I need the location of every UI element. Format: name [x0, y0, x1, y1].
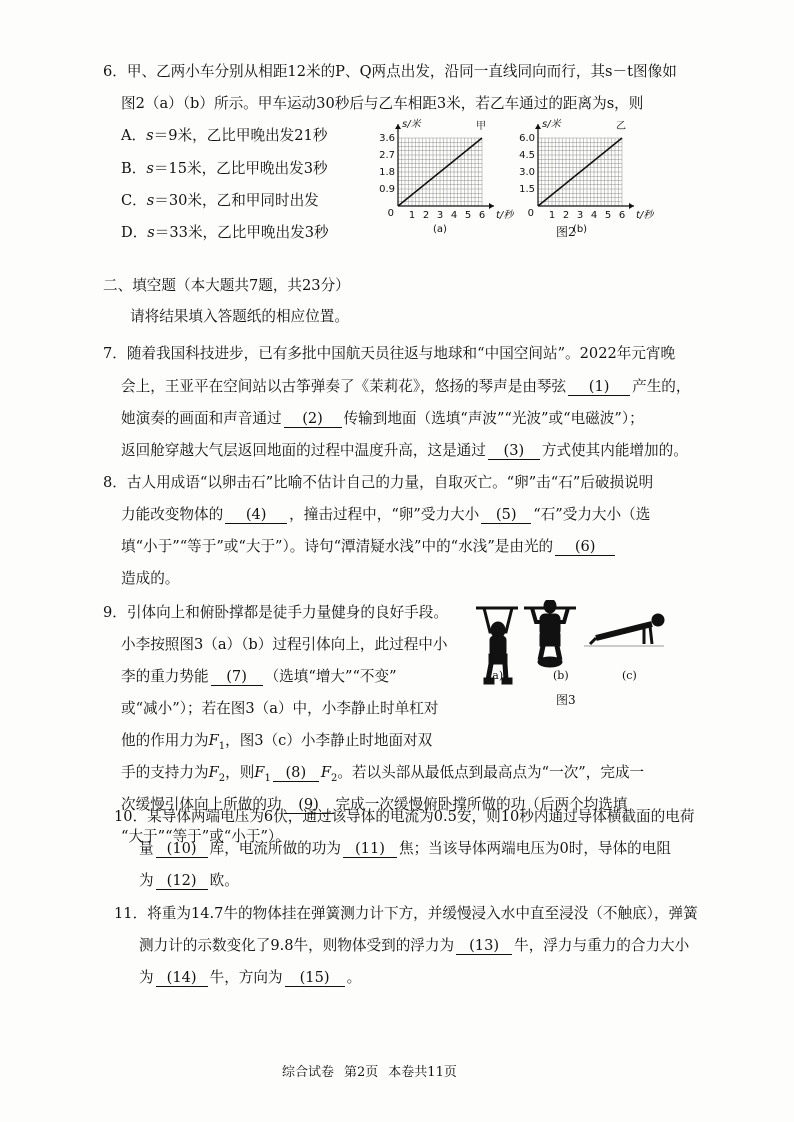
y-tick-label: 0.9 [379, 184, 395, 195]
option-letter: C． [121, 192, 147, 209]
q10-line-2 [139, 839, 671, 859]
q6-text-1: 甲、乙两小车分别从相距12米的P、Q两点出发，沿同一直线同向而行，其s－t图像如 [126, 63, 677, 80]
q7-text: 返回舱穿越大气层返回地面的过程中温度升高，这是通过 [121, 442, 486, 459]
q8-line-4: 造成的。 [121, 570, 180, 587]
force-symbol: F [254, 764, 265, 781]
chart-title: 乙 [616, 121, 626, 132]
x-tick-label: 2 [422, 210, 430, 221]
q9-text: 李的重力势能 [121, 668, 209, 685]
x-tick-label: 2 [562, 210, 570, 221]
q11-text: 牛，浮力与重力的合力大小 [514, 937, 690, 954]
q11-text: 测力计的示数变化了9.8牛，则物体受到的浮力为 [139, 937, 455, 954]
q10-text: 量 [139, 840, 154, 857]
q9-line-4: 或“减小”）；若在图3（a）中，小李静止时单杠对 [121, 700, 439, 717]
q8-line-2 [121, 505, 650, 525]
y-tick-label: 1.5 [519, 184, 535, 195]
q10-text: 库，电流所做的功为 [209, 840, 341, 857]
y-tick-label: 3.6 [379, 133, 395, 144]
q6-line-2: 图2（a）（b）所示。甲车运动30秒后与乙车相距3米，若乙车通过的距离为s，则 [121, 95, 644, 112]
figure-2-label: 图2 [556, 225, 576, 239]
force-symbol: F [208, 732, 219, 749]
option-text: ＝30米，乙和甲同时出发 [154, 192, 319, 209]
q11-text: 为 [139, 969, 154, 986]
chart-a [368, 118, 518, 240]
q7-text: 传输到地面（选填“声波”“光波”或“电磁波”）； [343, 410, 644, 427]
force-symbol: F [208, 764, 219, 781]
option-text: ＝15米，乙比甲晚出发3秒 [153, 160, 328, 177]
q8-text: 古人用成语“以卵击石”比喻不估计自己的力量，自取灭亡。“卵”击“石”后破损说明 [126, 474, 654, 491]
y-axis-arrow [395, 124, 401, 129]
q7-line-1 [103, 344, 675, 364]
q10-number: 10． [114, 808, 148, 825]
q7-line-4 [121, 441, 688, 461]
option-var: s [146, 192, 155, 209]
q7-text: 随着我国科技进步，已有多批中国航天员往返与地球和“中国空间站”。2022年元宵晚 [126, 345, 676, 362]
chart-b [508, 118, 678, 240]
q7-line-3 [121, 409, 644, 429]
y-tick-label: 2.7 [379, 150, 395, 161]
x-tick-label: 6 [618, 210, 626, 221]
q11-line-3 [139, 968, 361, 988]
x-axis-label: t/秒 [496, 210, 514, 221]
figure-3-label: 图3 [556, 693, 576, 707]
q11-text: 将重为14.7牛的物体挂在弹簧测力计下方，并缓慢浸入水中直至浸没（不触底），弹簧 [147, 905, 698, 922]
q6-option-d[interactable] [121, 223, 329, 243]
option-text: ＝9米，乙比甲晚出发21秒 [153, 127, 328, 144]
x-axis-arrow [629, 203, 634, 209]
footer-page-number: 第2页 [344, 1065, 379, 1080]
q7-text: 会上，王亚平在空间站以古筝弹奏了《茉莉花》，悠扬的琴声是由琴弦 [121, 378, 567, 395]
q11-line-1 [114, 904, 698, 924]
footer-total-pages: 本卷共11页 [388, 1065, 457, 1080]
q9-line-3 [121, 667, 397, 687]
q9-text: 。若以头部从最低点到最高点为“一次”，完成一 [337, 764, 645, 781]
option-letter: A． [121, 127, 147, 144]
chart-title: 甲 [476, 121, 486, 132]
q9-text: 手的支持力为 [121, 764, 209, 781]
blank-6[interactable]: (6) [555, 538, 615, 556]
fig3-label-a: (a) [488, 669, 504, 682]
q10-text: 焦；当该导体两端电压为0时，导体的电阻 [398, 840, 671, 857]
force-subscript: 1 [218, 740, 226, 752]
blank-7[interactable]: (7) [211, 668, 263, 686]
x-tick-label: 1 [408, 210, 416, 221]
x-tick-label: 5 [604, 210, 612, 221]
chart-sublabel: (a) [433, 224, 447, 235]
section-2-instruction: 请将结果填入答题纸的相应位置。 [130, 308, 349, 325]
q9-line-5 [121, 731, 432, 757]
q10-line-1 [114, 807, 694, 827]
y-axis-label: s/米 [542, 119, 561, 130]
q9-text: 引体向上和俯卧撑都是徒手力量健身的良好手段。 [126, 604, 448, 621]
q8-number: 8． [103, 474, 127, 491]
blank-9[interactable]: (9) [284, 796, 334, 814]
y-tick-label: 6.0 [519, 133, 535, 144]
force-subscript: 2 [218, 772, 226, 784]
q6-option-a[interactable] [121, 126, 327, 146]
q11-number: 11． [114, 905, 148, 922]
q9-line-6 [121, 763, 644, 789]
pullup-raised-figure [524, 600, 576, 667]
q6-line-1 [103, 62, 677, 82]
blank-1[interactable]: (1) [568, 378, 630, 396]
blank-10[interactable]: (10) [156, 840, 208, 858]
q8-text: 填“小于”“等于”或“大于”）。诗句“潭清疑水浅”中的“水浅”是由光的 [121, 538, 554, 555]
blank-8[interactable]: (8) [273, 764, 319, 782]
q7-line-2 [121, 377, 691, 397]
force-subscript: 2 [330, 772, 338, 784]
y-axis-label: s/米 [402, 119, 421, 130]
q8-line-1 [103, 473, 653, 493]
x-tick-label: 5 [464, 210, 472, 221]
q6-option-b[interactable] [121, 159, 328, 179]
option-letter: B． [121, 160, 147, 177]
blank-14[interactable]: (14) [156, 969, 208, 987]
x-tick-label: 3 [576, 210, 584, 221]
q9-text: 完成一次缓慢俯卧撑所做的功（后两个均选填 [335, 796, 628, 813]
fig3-label-b: (b) [553, 669, 569, 682]
q9-line-2: 小李按照图3（a）（b）过程引体向上，此过程中小 [121, 636, 448, 653]
q6-number: 6． [103, 63, 127, 80]
y-tick-label: 4.5 [519, 150, 535, 161]
blank-12[interactable]: (12) [156, 872, 208, 890]
x-tick-label: 4 [590, 210, 598, 221]
option-var: s [146, 127, 154, 144]
blank-2[interactable]: (2) [284, 410, 342, 428]
q8-text: “石”受力大小（选 [533, 506, 651, 523]
option-text: ＝33米，乙比甲晚出发3秒 [154, 224, 329, 241]
q10-text: 为 [139, 872, 154, 889]
section-2-title: 二、填空题（本大题共7题，共23分） [103, 277, 350, 294]
force-subscript: 1 [264, 772, 271, 784]
q9-text: 次缓慢引体向上所做的功 [121, 796, 282, 813]
q7-text: 产生的， [632, 378, 691, 395]
q6-option-c[interactable] [121, 191, 319, 211]
x-tick-label: 6 [478, 210, 486, 221]
q10-text: 欧。 [209, 872, 239, 889]
q10-text: 某导体两端电压为6伏，通过该导体的电流为0.5安，则10秒内通过导体横截面的电荷 [147, 808, 695, 825]
q8-text: 力能改变物体的 [121, 506, 224, 523]
option-var: s [147, 224, 155, 241]
origin-label: 0 [527, 208, 534, 219]
q11-line-2 [139, 936, 689, 956]
y-tick-label: 1.8 [379, 167, 395, 178]
x-axis-label: t/秒 [636, 210, 654, 221]
q9-text: （选填“增大”“不变” [264, 668, 397, 685]
blank-4[interactable]: (4) [225, 506, 287, 524]
blank-15[interactable]: (15) [285, 969, 345, 987]
q11-text: 。 [346, 969, 362, 986]
footer-title: 综合试卷 [282, 1065, 335, 1080]
x-axis-arrow [489, 203, 494, 209]
blank-13[interactable]: (13) [456, 937, 512, 955]
q7-number: 7． [103, 345, 127, 362]
x-tick-label: 1 [548, 210, 556, 221]
force-symbol: F [320, 764, 331, 781]
blank-5[interactable]: (5) [481, 506, 531, 524]
option-var: s [146, 160, 154, 177]
blank-3[interactable]: (3) [488, 442, 540, 460]
q9-text: 他的作用力为 [121, 732, 209, 749]
q7-text: 她演奏的画面和声音通过 [121, 410, 282, 427]
y-tick-label: 3.0 [519, 167, 535, 178]
q11-text: 牛，方向为 [209, 969, 283, 986]
chart-sublabel: (b) [572, 224, 588, 235]
q8-text: ，撞击过程中，“卵”受力大小 [289, 506, 480, 523]
x-tick-label: 4 [450, 210, 458, 221]
option-letter: D． [121, 224, 148, 241]
q9-line-8: “大于”“等于”或“小于”）。 [121, 828, 290, 845]
q9-text: ，则 [225, 764, 255, 781]
origin-label: 0 [387, 208, 394, 219]
page-footer [282, 1063, 457, 1083]
q10-line-3 [139, 871, 239, 891]
fig3-label-c: (c) [622, 669, 637, 682]
q7-text: 方式使其内能增加的。 [541, 442, 688, 459]
y-axis-arrow [535, 124, 541, 129]
q9-number: 9． [103, 604, 127, 621]
q9-line-1 [103, 603, 448, 623]
pushup-figure [584, 614, 664, 646]
q8-line-3 [121, 537, 617, 557]
x-tick-label: 3 [436, 210, 444, 221]
q9-text: ，图3（c）小李静止时地面对双 [225, 732, 433, 749]
blank-11[interactable]: (11) [343, 840, 397, 858]
